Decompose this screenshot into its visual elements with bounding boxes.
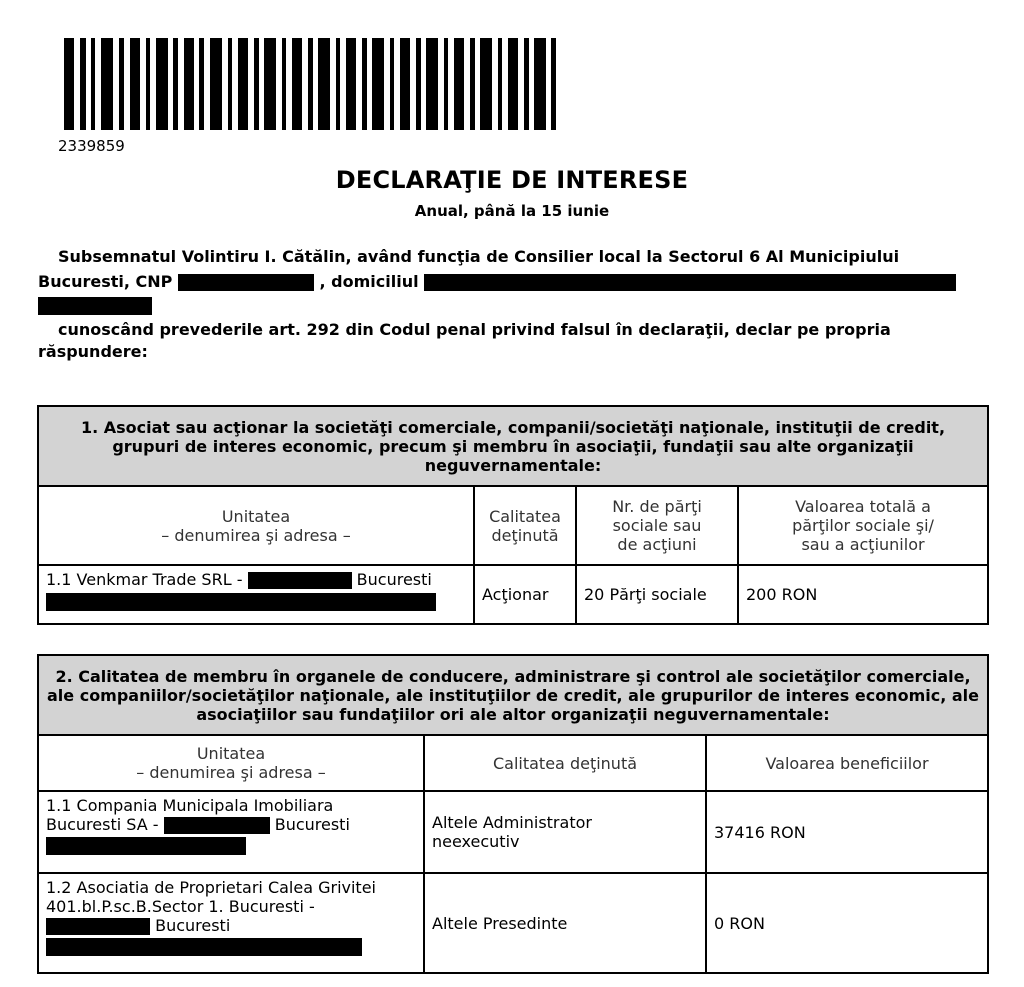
s1-header-unit: Unitatea – denumirea şi adresa – [38,486,474,565]
s2-header-quality: Calitatea deţinută [424,735,706,791]
s1-header-shares: Nr. de părţi sociale sau de acţiuni [576,486,738,565]
document-title: DECLARAŢIE DE INTERESE [335,166,689,194]
s1-row1-unit [38,565,474,624]
s2-row2-unit-name: 1.2 Asociatia de Proprietari Calea Grivitei [46,878,376,897]
s1-header-quality: Calitatea deţinută [474,486,576,565]
document-subtitle: Anual, până la 15 iunie [414,202,610,220]
section2-heading: 2. Calitatea de membru în organele de conducere, administrare şi control ale societăţilor comerciale, ale companiilor/societăţilor naţionale, ale instituţiilor de credit, ale grupurilor de interes economic, ale asociaţiilor sau fundaţiilor ori ale altor organizaţii neguvernamentale: [38,655,988,735]
s2-row1-unit-name: 1.1 Compania Municipala Imobiliara [46,796,334,815]
section1-heading: 1. Asociat sau acţionar la societăţi comerciale, companii/societăţi naţionale, instituţii de credit, grupuri de interes economic, precum şi membru în asociaţii, fundaţii sau alte organizaţii neguvernamentale: [38,406,988,486]
s1-row1-unit-name: 1.1 Venkmar Trade SRL - [46,570,243,589]
redacted-field [164,817,270,834]
s2-row2-benefits: 0 RON [706,873,988,973]
redacted-field [46,837,246,855]
barcode-number: 2339859 [58,137,125,155]
table-row [38,873,988,973]
declaration-knowing [38,320,988,340]
declaration-line2 [38,272,988,292]
declaration-intro [38,247,988,267]
s2-row1-unit-name2: Bucuresti SA - [46,815,159,834]
redacted-cnp [178,274,314,291]
section2-table [37,654,989,974]
redacted-field [46,938,362,956]
declaration-knowing-line2: răspundere: [38,342,148,361]
s2-row1-benefits: 37416 RON [706,791,988,873]
s2-row1-unit [38,791,424,873]
table-row [38,565,988,624]
s2-header-benefits: Valoarea beneficiilor [706,735,988,791]
domicile-label: , domiciliul [319,272,419,291]
s2-row1-unit-city: Bucuresti [274,815,350,834]
declaration-knowing-text: cunoscând prevederile art. 292 din Codul penal privind falsul în declaraţii, declar pe propria [58,320,891,339]
s2-row2-unit-city: Bucuresti [155,916,231,935]
s1-header-value: Valoarea totală a părţilor sociale şi/ sau a acţiunilor [738,486,988,565]
redacted-field [248,572,352,589]
s2-row1-quality: Altele Administrator neexecutiv [424,791,706,873]
section1-table [37,405,989,625]
s2-row2-unit [38,873,424,973]
s2-header-unit: Unitatea – denumirea şi adresa – [38,735,424,791]
barcode [64,38,556,130]
redacted-address [424,274,956,291]
s2-row2-quality: Altele Presedinte [424,873,706,973]
s1-row1-value: 200 RON [738,565,988,624]
redacted-field [46,593,436,611]
redacted-address-continued [38,297,152,315]
s1-row1-unit-city: Bucuresti [356,570,432,589]
cnp-label: Bucuresti, CNP [38,272,173,291]
s1-row1-quality: Acţionar [474,565,576,624]
s1-row1-shares: 20 Părţi sociale [576,565,738,624]
declaration-intro-text: Subsemnatul Volintiru I. Cătălin, având funcţia de Consilier local la Sectorul 6 Al Municipiului [58,247,900,266]
table-row [38,791,988,873]
redacted-field [46,918,150,935]
s2-row2-unit-address: 401.bl.P.sc.B.Sector 1. Bucuresti - [46,897,315,916]
